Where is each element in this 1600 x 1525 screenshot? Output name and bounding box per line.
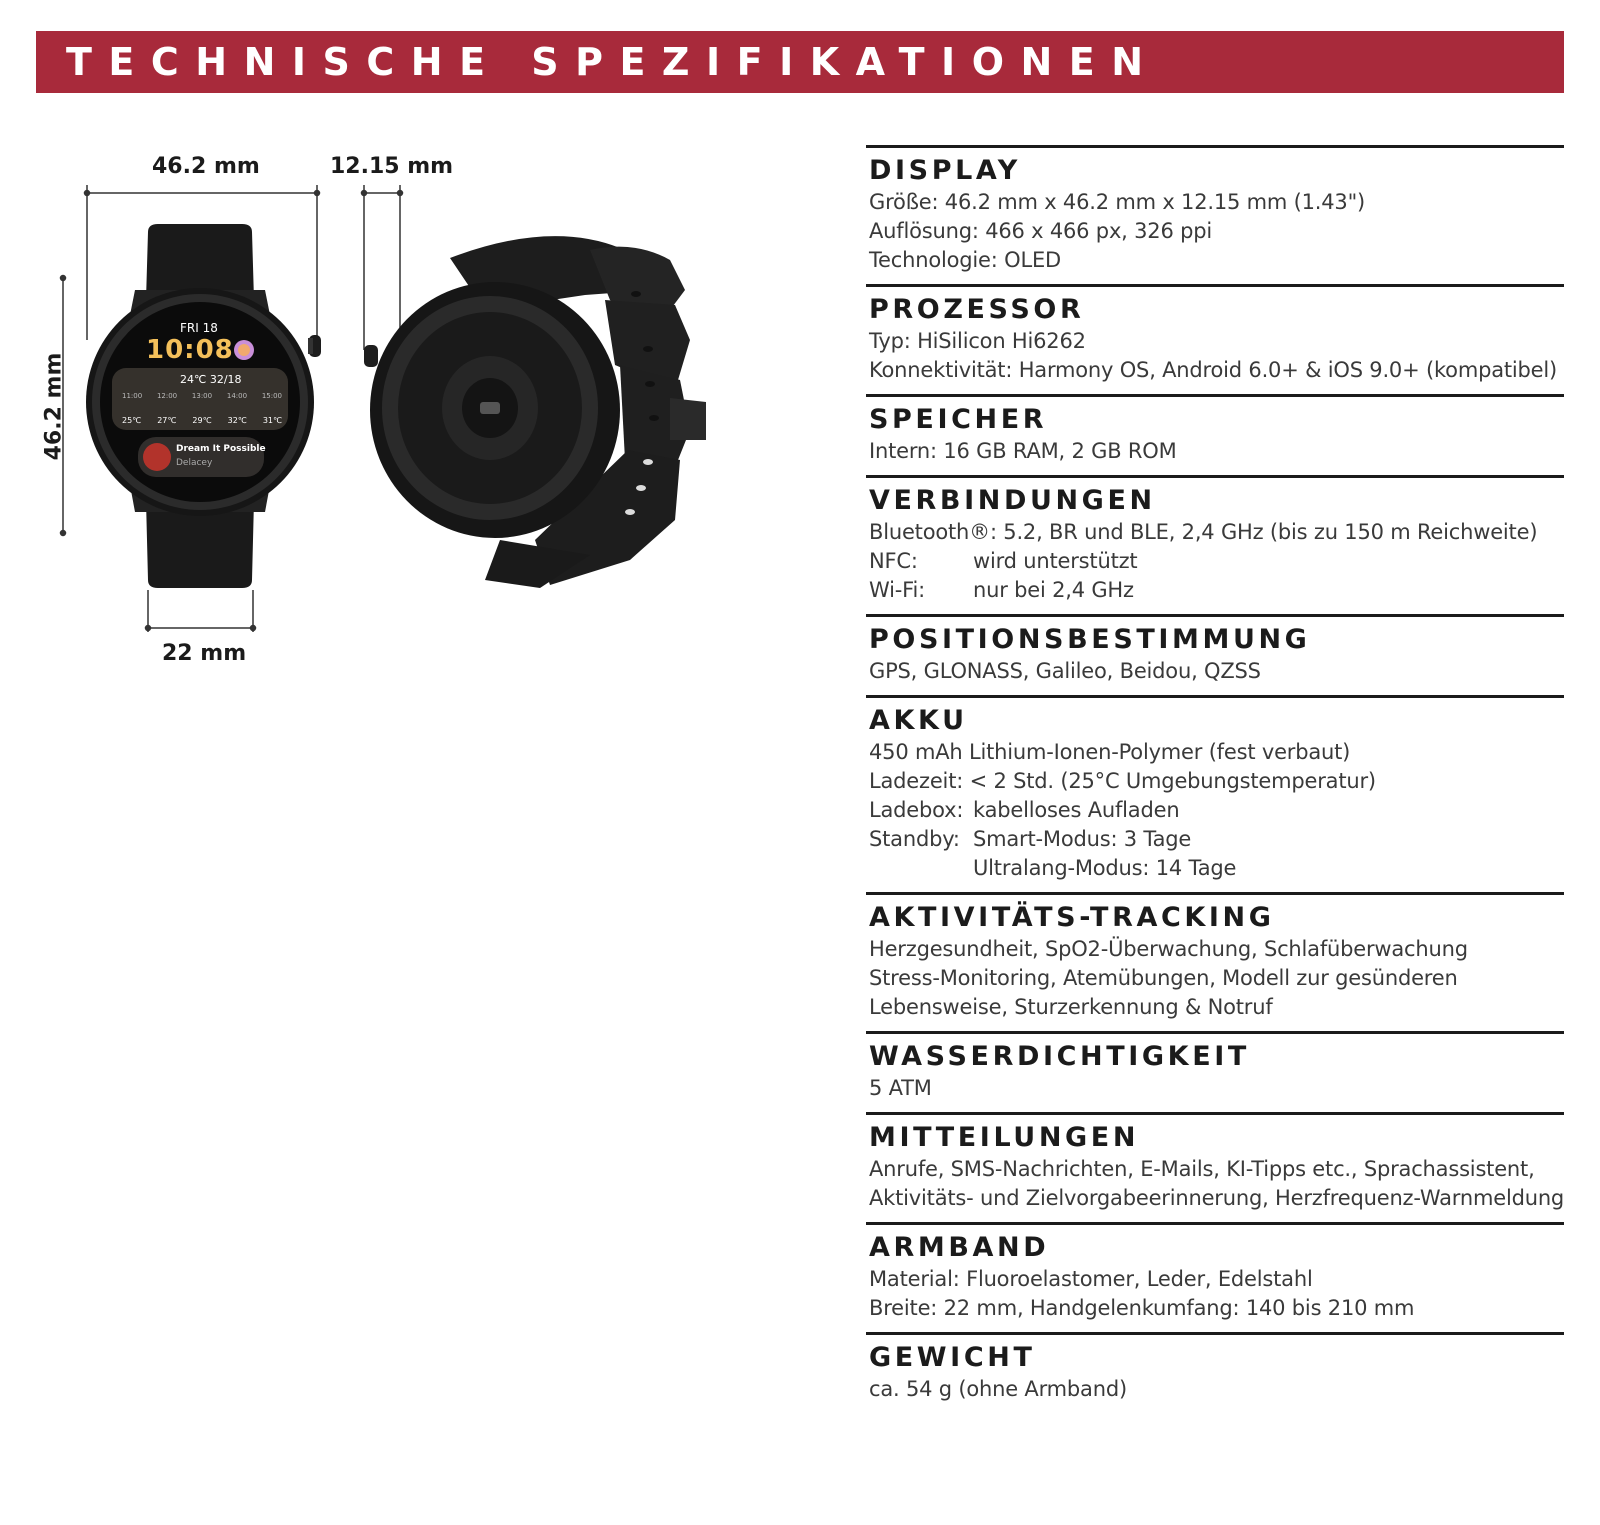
front-watch [86,224,321,588]
spec-line: Herzgesundheit, SpO2-Überwachung, Schlafüberwachung [869,937,1468,961]
spec-line: 5 ATM [869,1076,932,1100]
spec-row-standby-2 [869,854,1564,883]
watch-temp: 32℃ [227,416,247,425]
watch-hour: 12:00 [156,392,178,400]
watch-temp: 25℃ [122,416,142,425]
title-bar [36,31,1564,93]
section-title: DISPLAY [869,155,1021,186]
depth-label: 12.15 mm [330,154,454,179]
spec-line: Breite: 22 mm, Handgelenkumfang: 140 bis 210 mm [869,1296,1415,1320]
spec-row-ladebox [869,796,1564,825]
spec-line: Anrufe, SMS-Nachrichten, E-Mails, KI-Tipps etc., Sprachassistent, [869,1157,1535,1181]
spec-line: Konnektivität: Harmony OS, Android 6.0+ & iOS 9.0+ (kompatibel) [869,358,1558,382]
section-title: POSITIONSBESTIMMUNG [869,624,1311,655]
back-watch [364,236,706,588]
watch-hour: 11:00 [122,392,143,400]
spec-mitteilungen [866,1112,1564,1222]
band-width-label: 22 mm [162,641,247,666]
section-title: ARMBAND [869,1232,1050,1263]
section-title: AKKU [869,705,968,736]
spec-line: Bluetooth®: 5.2, BR und BLE, 2,4 GHz (bis zu 150 m Reichweite) [869,520,1538,544]
spec-line: Typ: HiSilicon Hi6262 [869,329,1086,353]
watch-song: Dream It Possible [176,444,266,454]
spec-position [866,614,1564,695]
section-title: AKTIVITÄTS-TRACKING [869,902,1275,933]
section-title: VERBINDUNGEN [869,485,1156,516]
spec-row-nfc [869,547,1564,576]
watch-hour: 14:00 [226,392,248,400]
spec-line: Intern: 16 GB RAM, 2 GB ROM [869,439,1177,463]
spec-key: Wi-Fi: [869,578,925,602]
watch-temp: 31℃ [262,416,282,425]
spec-row-standby [869,825,1564,854]
watch-figure [30,140,750,700]
spec-key-empty [869,854,973,883]
watch-weather: 24℃ 32/18 [180,373,242,386]
watch-hour: 15:00 [261,392,282,400]
spec-key: Standby: [869,827,960,851]
section-title: WASSERDICHTIGKEIT [869,1041,1250,1072]
spec-gewicht [866,1332,1564,1413]
spec-list [866,145,1564,1413]
width-label: 46.2 mm [152,154,260,179]
spec-line: Aktivitäts- und Zielvorgabeerinnerung, Herzfrequenz-Warnmeldung [869,1186,1565,1210]
section-title: PROZESSOR [869,294,1085,325]
spec-line: Auflösung: 466 x 466 px, 326 ppi [869,219,1212,243]
spec-value: Ultralang-Modus: 14 Tage [973,856,1237,880]
spec-line: Größe: 46.2 mm x 46.2 mm x 12.15 mm (1.43") [869,190,1366,214]
spec-key: NFC: [869,549,918,573]
spec-line: Lebensweise, Sturzerkennung & Notruf [869,995,1273,1019]
watch-temp: 29℃ [192,416,212,425]
spec-speicher [866,394,1564,475]
spec-line: Material: Fluoroelastomer, Leder, Edelstahl [869,1267,1313,1291]
spec-verbindungen [866,475,1564,614]
spec-display [866,145,1564,284]
watch-temps [122,416,282,425]
watch-artist: Delacey [176,458,213,468]
spec-akku [866,695,1564,892]
spec-value: nur bei 2,4 GHz [973,578,1134,602]
spec-armband [866,1222,1564,1332]
spec-value: Smart-Modus: 3 Tage [973,827,1192,851]
spec-line: Stress-Monitoring, Atemübungen, Modell zur gesünderen [869,966,1458,990]
spec-value: wird unterstützt [973,549,1138,573]
spec-tracking [866,892,1564,1031]
watch-hours [122,392,282,400]
watch-date: FRI 18 [180,321,218,335]
spec-line: Technologie: OLED [869,248,1061,272]
spec-value: kabelloses Aufladen [973,798,1180,822]
height-label: 46.2 mm [41,352,67,461]
spec-line: ca. 54 g (ohne Armband) [869,1377,1127,1401]
section-title: SPEICHER [869,404,1048,435]
section-title: MITTEILUNGEN [869,1122,1140,1153]
watch-time: 10:08 [146,335,234,365]
spec-wasser [866,1031,1564,1112]
spec-line: Ladezeit: < 2 Std. (25°C Umgebungstemperatur) [869,769,1376,793]
spec-row-wifi [869,576,1564,605]
spec-prozessor [866,284,1564,394]
spec-line: GPS, GLONASS, Galileo, Beidou, QZSS [869,659,1261,683]
page-title: TECHNISCHE SPEZIFIKATIONEN [66,40,1160,84]
watch-temp: 27℃ [157,416,177,425]
watch-hour: 13:00 [191,392,213,400]
spec-key: Ladebox: [869,798,964,822]
section-title: GEWICHT [869,1342,1036,1373]
spec-line: 450 mAh Lithium-Ionen-Polymer (fest verbaut) [869,740,1351,764]
